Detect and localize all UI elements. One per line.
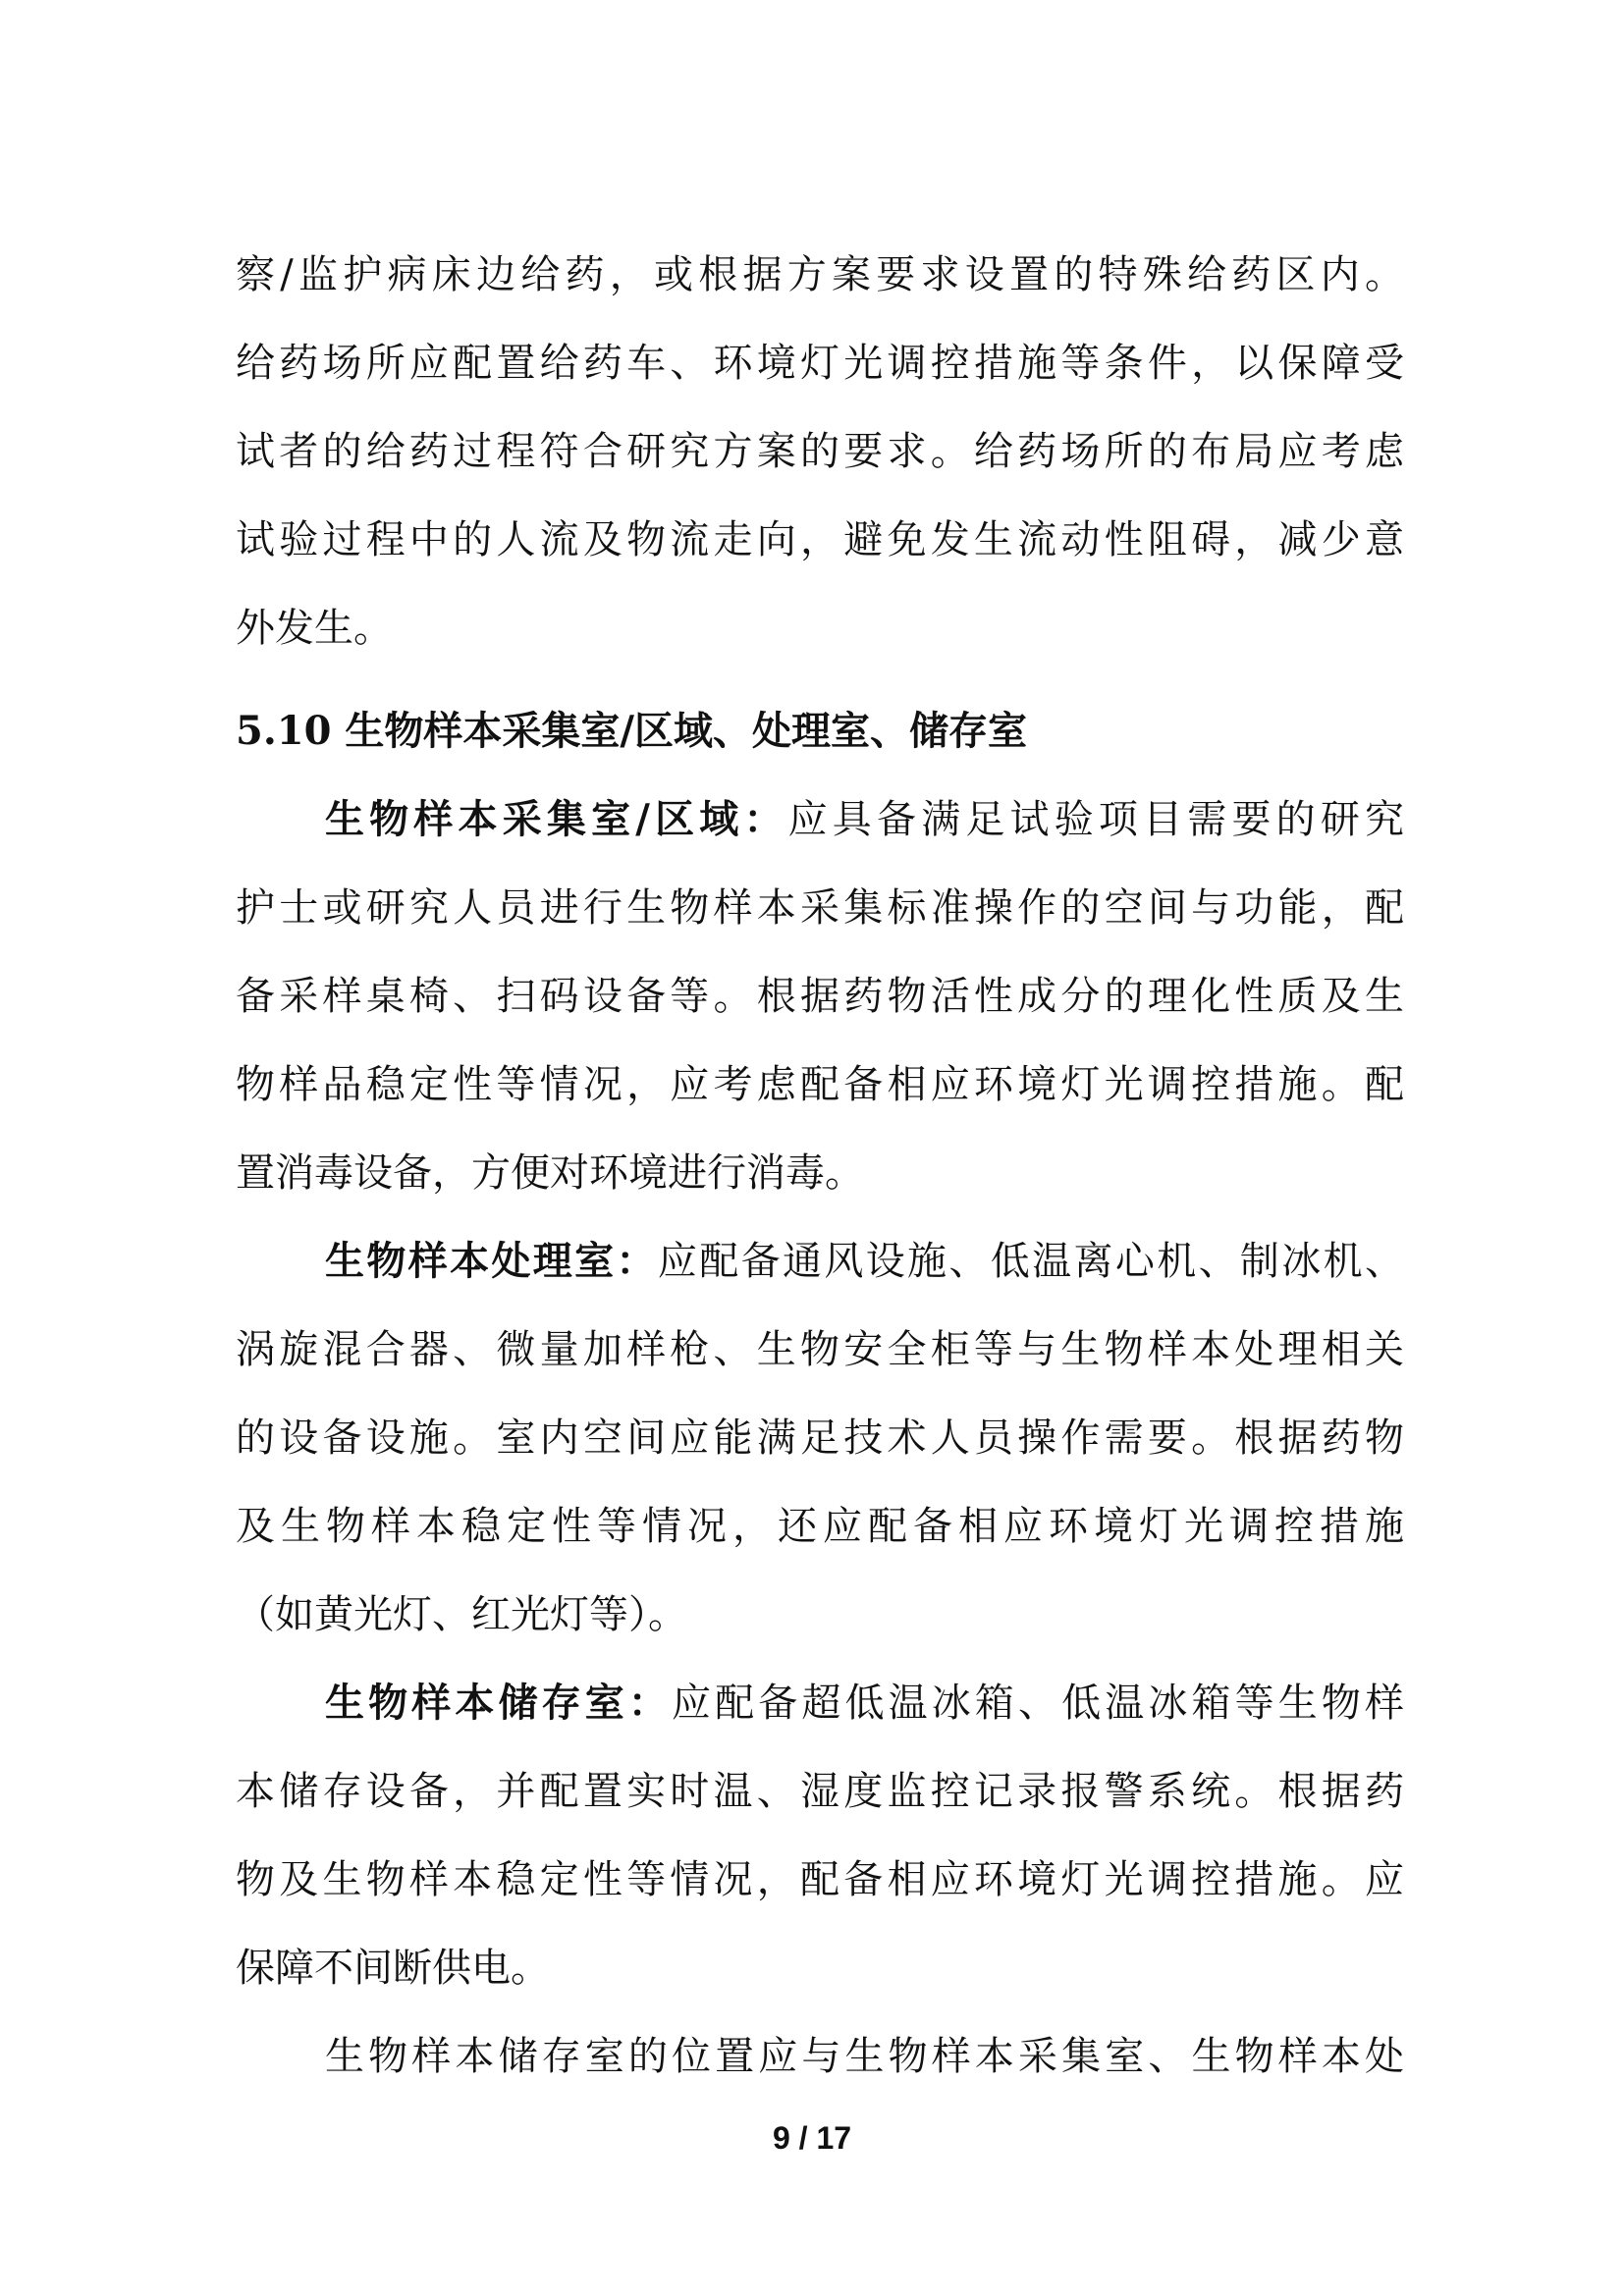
text-line: 保障不间断供电。	[236, 1946, 550, 1991]
term-label: 生物样本处理室：	[325, 1238, 658, 1284]
text-line: 察/监护病床边给药，或根据方案要求设置的特殊给药区内。	[236, 252, 1404, 297]
text-line: 试验过程中的人流及物流走向，避免发生流动性阻碍，减少意	[236, 517, 1404, 562]
text-line: 外发生。	[236, 606, 393, 651]
text-span: 应具备满足试验项目需要的研究	[787, 797, 1404, 842]
paragraph-first-line	[325, 792, 1404, 847]
paragraph-first-line	[325, 1234, 1404, 1289]
text-line: 置消毒设备，方便对环境进行消毒。	[236, 1150, 864, 1196]
text-line: 涡旋混合器、微量加样枪、生物安全柜等与生物样本处理相关	[236, 1327, 1404, 1372]
text-line: 试者的给药过程符合研究方案的要求。给药场所的布局应考虑	[236, 429, 1404, 474]
text-span: 应配备超低温冰箱、低温冰箱等生物样	[672, 1681, 1404, 1726]
text-line: 的设备设施。室内空间应能满足技术人员操作需要。根据药物	[236, 1415, 1404, 1461]
text-line: 物及生物样本稳定性等情况，配备相应环境灯光调控措施。应	[236, 1857, 1404, 1902]
text-line: 及生物样本稳定性等情况，还应配备相应环境灯光调控措施	[236, 1504, 1404, 1549]
text-line: 备采样桌椅、扫码设备等。根据药物活性成分的理化性质及生	[236, 974, 1404, 1019]
text-line: （如黄光灯、红光灯等）。	[236, 1592, 687, 1637]
paragraph-first-line	[325, 1676, 1404, 1731]
term-label: 生物样本采集室/区域：	[325, 796, 788, 842]
text-span: 应配备通风设施、低温离心机、制冰机、	[657, 1239, 1404, 1284]
text-line: 护士或研究人员进行生物样本采集标准操作的空间与功能，配	[236, 885, 1404, 931]
text-line: 本储存设备，并配置实时温、湿度监控记录报警系统。根据药	[236, 1769, 1404, 1814]
section-heading: 5.10 生物样本采集室/区域、处理室、储存室	[236, 708, 1027, 754]
term-label: 生物样本储存室：	[325, 1680, 672, 1726]
page-number: 9 / 17	[772, 2120, 852, 2156]
paragraph-first-line: 生物样本储存室的位置应与生物样本采集室、生物样本处	[325, 2034, 1404, 2079]
text-line: 给药场所应配置给药车、环境灯光调控措施等条件，以保障受	[236, 341, 1404, 386]
text-line: 物样品稳定性等情况，应考虑配备相应环境灯光调控措施。配	[236, 1062, 1404, 1107]
